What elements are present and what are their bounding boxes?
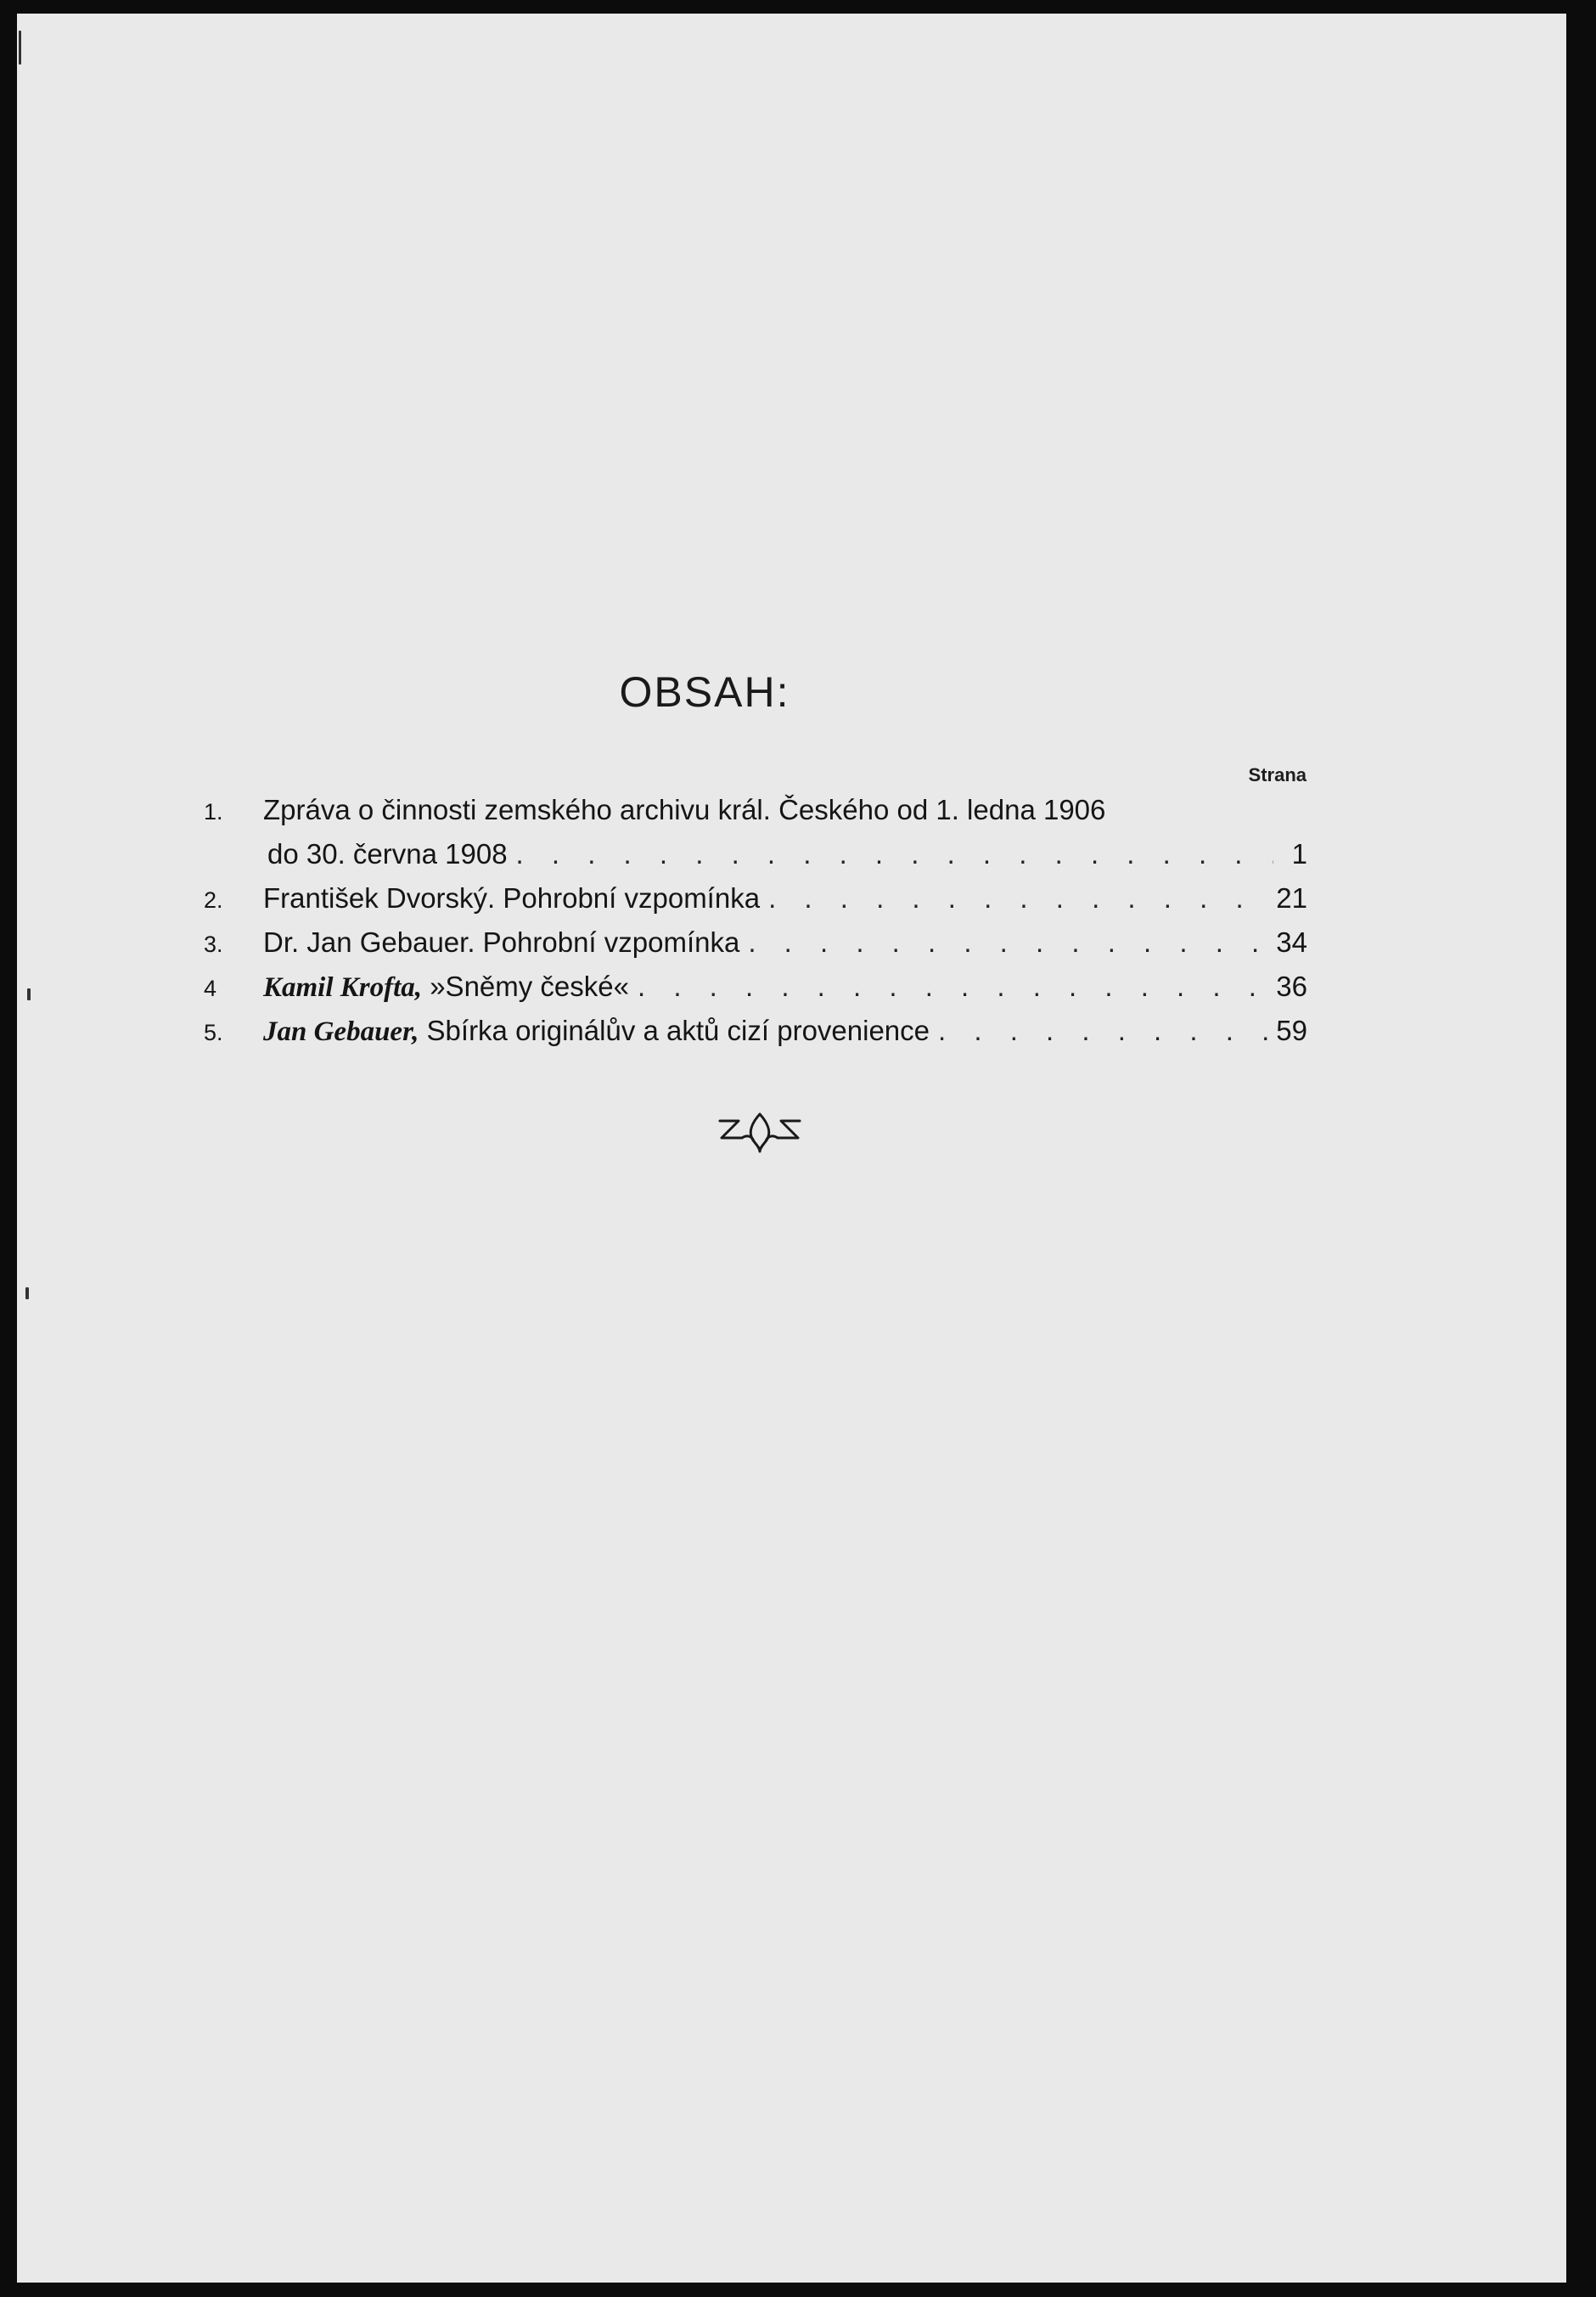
entry-author: Kamil Krofta,	[263, 972, 423, 1003]
toc-entry	[204, 965, 1307, 1009]
toc-entry	[204, 1009, 1307, 1053]
entry-title	[263, 965, 629, 1010]
dot-leader	[739, 920, 1273, 965]
scan-speck	[19, 31, 21, 65]
entry-number: 2.	[204, 887, 223, 913]
decorative-ornament-icon	[713, 1109, 806, 1160]
entry-title	[263, 1009, 930, 1054]
entry-page: 1	[1291, 838, 1307, 870]
entry-number: 1.	[204, 799, 223, 825]
table-of-contents	[204, 788, 1307, 1053]
entry-title-continued: do 30. června 1908	[267, 838, 508, 870]
toc-entry	[204, 876, 1307, 920]
entry-page: 34	[1276, 926, 1307, 958]
dot-leader	[930, 1009, 1273, 1053]
entry-page: 59	[1276, 1015, 1307, 1046]
page-title: OBSAH:	[619, 668, 790, 716]
toc-entry-continuation	[204, 832, 1307, 876]
entry-title: František Dvorský. Pohrobní vzpomínka	[263, 882, 761, 914]
scan-speck	[27, 988, 31, 1000]
toc-entry	[204, 920, 1307, 965]
entry-page: 21	[1276, 882, 1307, 914]
entry-work: Sbírka originálův a aktů cizí provenience	[426, 1015, 930, 1046]
toc-entry	[204, 788, 1307, 832]
dot-leader	[629, 965, 1273, 1009]
entry-title: Zpráva o činnosti zemského archivu král. Českého od 1. ledna 1906	[263, 794, 1106, 825]
dot-leader	[760, 876, 1273, 920]
document-page	[17, 14, 1566, 2283]
scan-speck	[25, 1287, 29, 1299]
dot-leader	[508, 832, 1273, 876]
entry-title: Dr. Jan Gebauer. Pohrobní vzpomínka	[263, 926, 740, 958]
entry-page: 36	[1276, 971, 1307, 1002]
page-column-label: Strana	[1248, 764, 1307, 785]
entry-author: Jan Gebauer,	[263, 1016, 419, 1047]
entry-work: »Sněmy české«	[430, 971, 629, 1002]
entry-number: 3.	[204, 932, 223, 957]
entry-number: 5.	[204, 1020, 223, 1045]
entry-number: 4	[204, 976, 217, 1001]
